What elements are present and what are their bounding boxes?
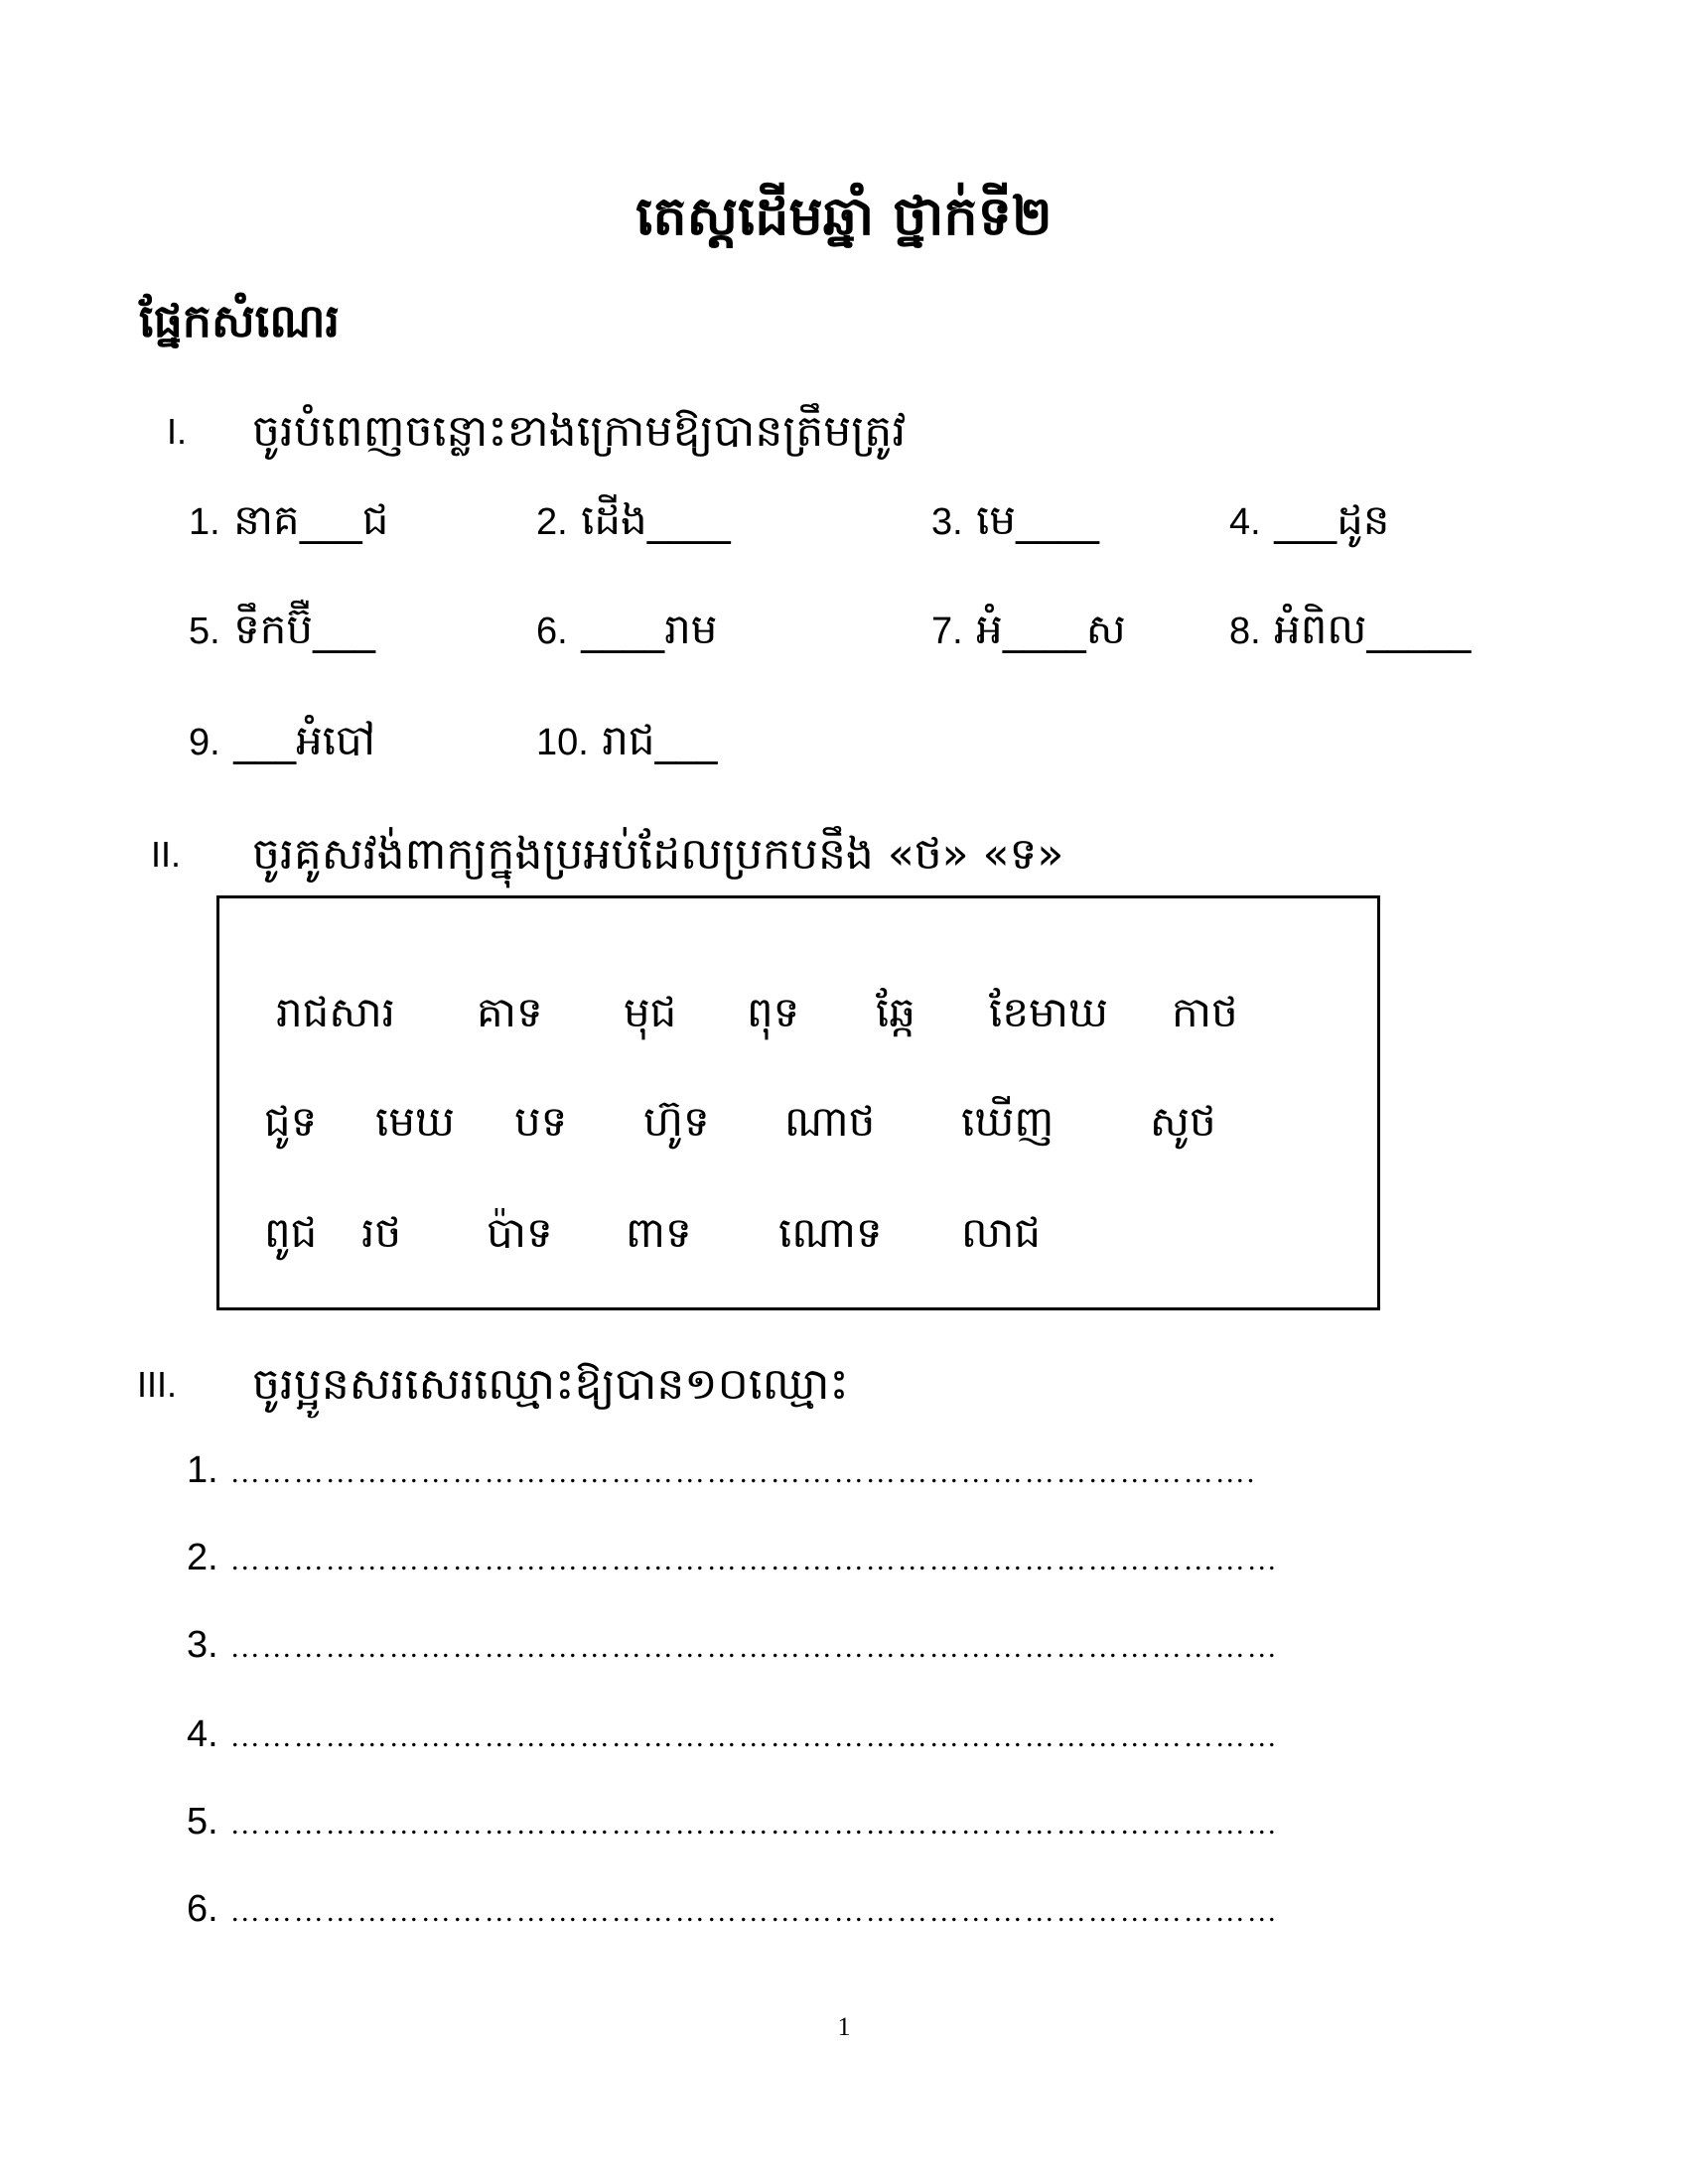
word-item: រាជសារ — [276, 988, 395, 1036]
page-number: 1 — [837, 2012, 851, 2041]
word-item: មេឃ — [375, 1097, 455, 1146]
fill-item-2: 2. ដើង____ — [536, 495, 731, 544]
question-2-heading — [151, 818, 1063, 889]
word-item: បទ — [514, 1097, 568, 1146]
fill-item-1: 1. នាគ___ជ — [189, 495, 389, 544]
question-3-heading — [137, 1348, 849, 1420]
writing-line-3[interactable]: 3. ……………………………………………………………………………………… — [187, 1624, 1279, 1666]
fill-item-8: 8. អំពិល_____ — [1229, 605, 1472, 653]
fill-item-7: 7. អំ____ស — [931, 605, 1126, 653]
writing-line-5[interactable]: 5. ……………………………………………………………………………………… — [187, 1801, 1279, 1843]
question-2-text: ចូរគូសវង់ពាក្យក្នុងប្រអប់ដែលប្រកបនឹង «ថ» «ទ» — [252, 829, 1064, 880]
fill-item-10: 10. រាជ___ — [536, 716, 718, 764]
word-item: ពូជ — [264, 1208, 318, 1257]
writing-line-1[interactable]: 1. ……………………………………………………………………………………. — [187, 1449, 1257, 1491]
word-item: ណោទ — [778, 1208, 883, 1257]
section-label: ផ្នែកសំណេរ — [139, 294, 341, 347]
word-item: ណាថ — [784, 1097, 876, 1146]
word-item: លាជ — [961, 1208, 1041, 1257]
question-2-number: II. — [151, 834, 182, 875]
word-item: សូថ — [1150, 1097, 1216, 1146]
question-3-text: ចូរប្អូនសរសេរឈ្មោះឱ្យបាន១០ឈ្មោះ — [252, 1359, 849, 1410]
word-item: គាទ — [477, 988, 543, 1036]
word-item: ហ៊ូទ — [643, 1097, 710, 1146]
word-item: ឆ្កែ — [876, 988, 915, 1036]
fill-item-9: 9. ___អំបៅ — [189, 716, 376, 764]
word-item: ប៉ាទ — [487, 1208, 553, 1257]
word-item: ជូទ — [264, 1097, 318, 1146]
fill-item-5: 5. ទឹកប៊ឺ___ — [189, 605, 376, 653]
word-item: ពុទ — [747, 988, 800, 1036]
word-item: ខែមាឃ — [989, 988, 1108, 1036]
writing-line-4[interactable]: 4. ……………………………………………………………………………………… — [187, 1713, 1279, 1755]
word-item: កាថ — [1172, 988, 1238, 1036]
question-3-number: III. — [137, 1364, 178, 1405]
writing-line-6[interactable]: 6. ……………………………………………………………………………………… — [187, 1888, 1279, 1930]
page-title: តេស្តដើមឆ្នាំ ថ្នាក់ទី២ — [635, 185, 1053, 247]
fill-item-6: 6. ____រាម — [536, 605, 718, 653]
fill-item-4: 4. ___ដូន — [1229, 495, 1390, 544]
writing-line-2[interactable]: 2. ……………………………………………………………………………………… — [187, 1537, 1279, 1578]
word-item: ពាទ — [626, 1208, 692, 1257]
fill-item-3: 3. មេ____ — [931, 495, 1100, 544]
word-item: មុជ — [624, 988, 677, 1036]
word-item: រថ — [361, 1208, 401, 1257]
question-1-text: ចូរបំពេញចន្លោះខាងក្រោមឱ្យបានត្រឹមត្រូវ — [252, 406, 907, 457]
question-1-number: I. — [167, 411, 188, 452]
question-1-heading — [167, 395, 906, 467]
word-item: ឃើញ — [961, 1097, 1055, 1146]
